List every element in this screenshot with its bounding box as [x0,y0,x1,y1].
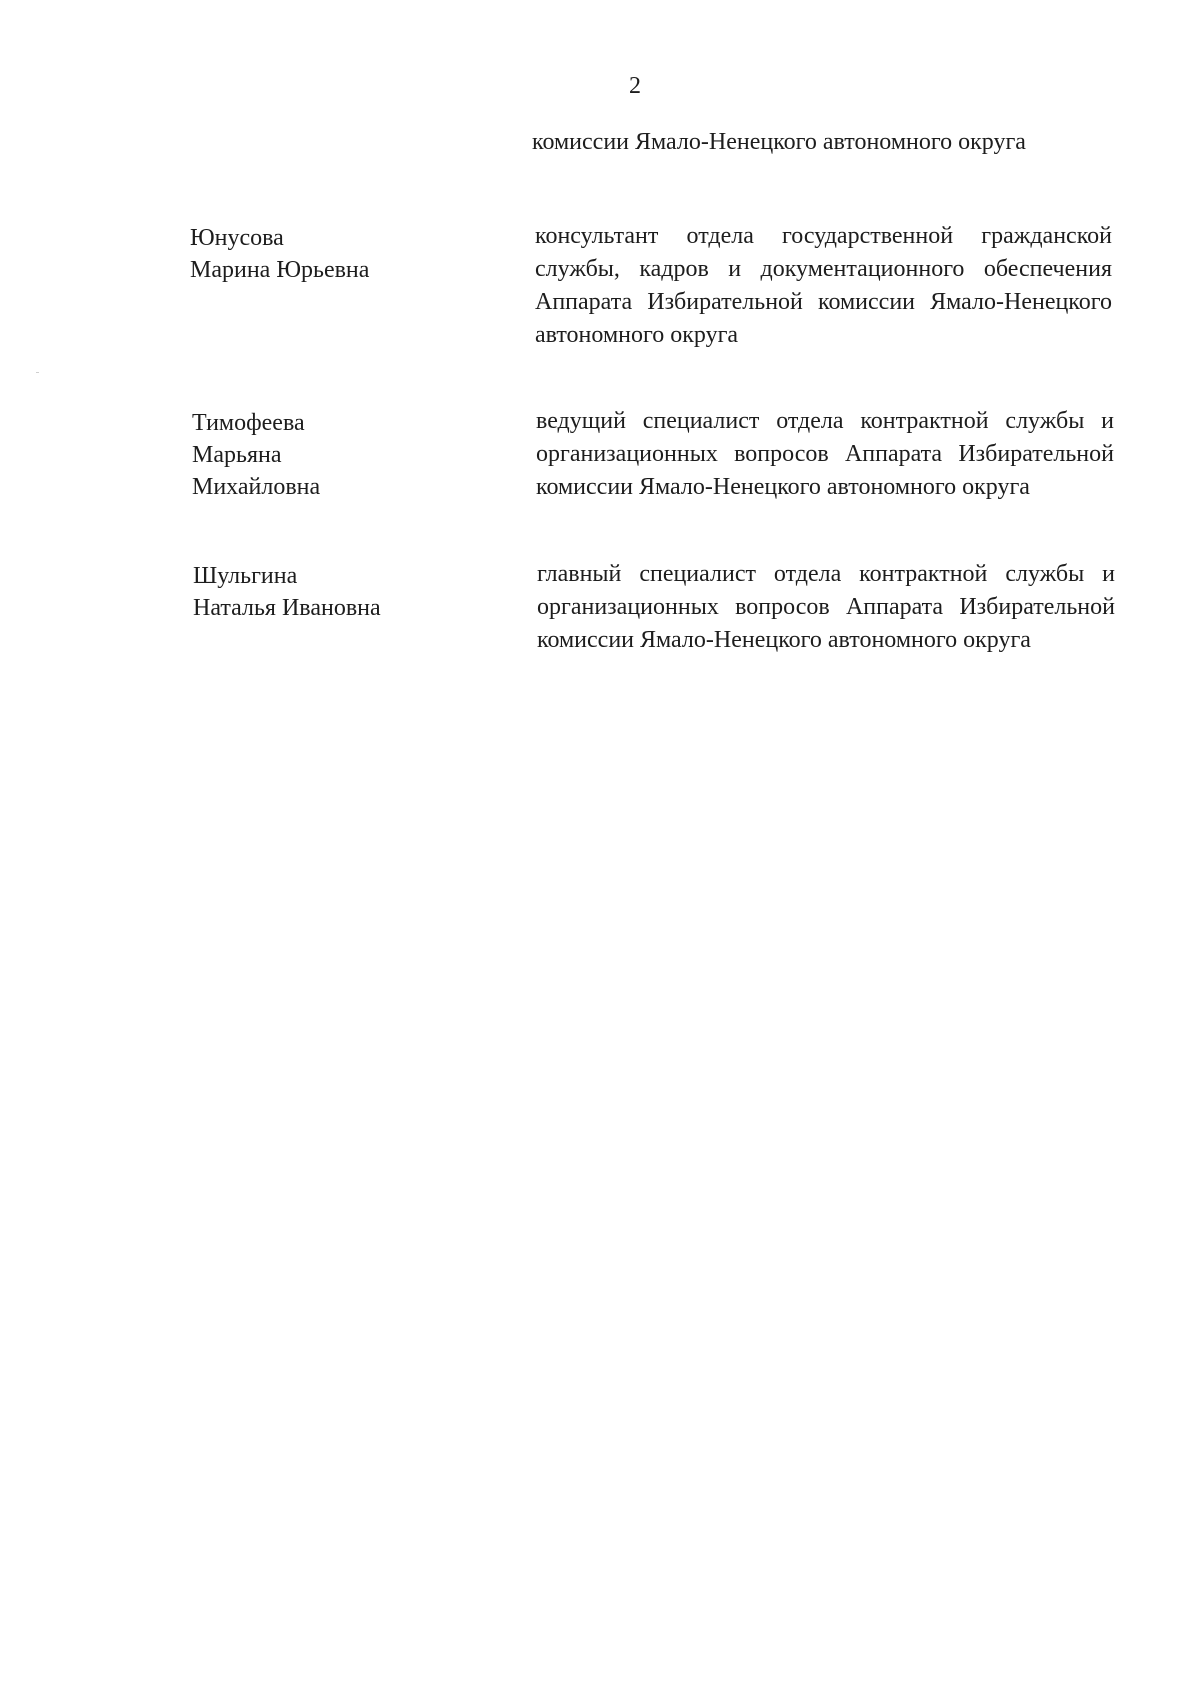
page-number: 2 [629,73,641,99]
person-name: Шульгина Наталья Ивановна [193,563,381,621]
position-description: консультант отдела государственной гражданской службы, кадров и документационного обеспечения Аппарата Избирательной комиссии Ямало-Ненецкого автономного округа [535,223,1112,348]
person-name: Тимофеева Марьяна Михайловна [192,410,321,500]
person-name: Юнусова Марина Юрьевна [190,225,370,283]
position-description: комиссии Ямало-Ненецкого автономного округа [532,129,1026,155]
position-description: главный специалист отдела контрактной службы и организационных вопросов Аппарата Избирательной комиссии Ямало-Ненецкого автономного округа [537,561,1115,653]
position-description: ведущий специалист отдела контрактной службы и организационных вопросов Аппарата Избирательной комиссии Ямало-Ненецкого автономного округа [536,408,1114,500]
scan-speck [36,372,39,373]
